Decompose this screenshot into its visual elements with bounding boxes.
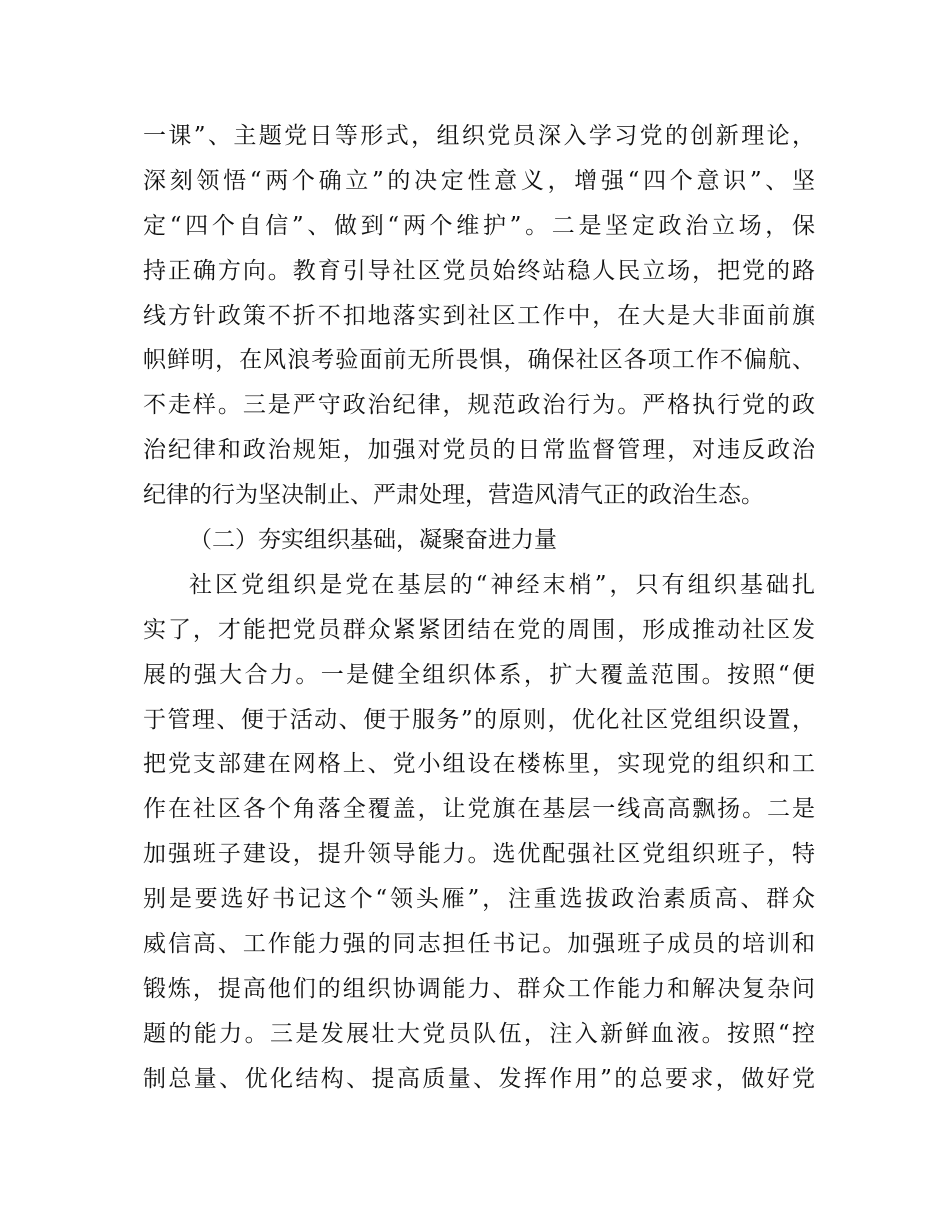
text-line: 线方针政策不折不扣地落实到社区工作中，在大是大非面前旗 (143, 302, 815, 329)
text-line: 展的强大合力。一是健全组织体系，扩大覆盖范围。按照“便 (143, 661, 815, 688)
text-line: 社区党组织是党在基层的“神经末梢”，只有组织基础扎 (189, 571, 815, 598)
text-line: 制总量、优化结构、提高质量、发挥作用”的总要求，做好党 (143, 1065, 815, 1092)
text-line: 题的能力。三是发展壮大党员队伍，注入新鲜血液。按照“控 (143, 1020, 815, 1047)
paragraph-organization-foundation (143, 563, 815, 1102)
text-line: 不走样。三是严守政治纪律，规范政治行为。严格执行党的政 (143, 392, 815, 419)
text-line: 威信高、工作能力强的同志担任书记。加强班子成员的培训和 (143, 931, 815, 958)
text-line: 一课”、主题党日等形式，组织党员深入学习党的创新理论， (143, 123, 815, 149)
paragraph-political-building (143, 114, 815, 518)
text-line: 深刻领悟“两个确立”的决定性意义，增强“四个意识”、坚 (143, 167, 815, 194)
section-heading: （二）夯实组织基础，凝聚奋进力量 (189, 527, 557, 554)
text-line: 纪律的行为坚决制止、严肃处理，营造风清气正的政治生态。 (143, 482, 764, 509)
text-line: 实了，才能把党员群众紧紧团结在党的周围，形成推动社区发 (143, 616, 815, 643)
text-line: 定“四个自信”、做到“两个维护”。二是坚定政治立场，保 (143, 212, 815, 239)
text-line: 于管理、便于活动、便于服务”的原则，优化社区党组织设置， (143, 706, 815, 733)
text-line: 治纪律和政治规矩，加强对党员的日常监督管理，对违反政治 (143, 437, 815, 464)
text-line: 把党支部建在网格上、党小组设在楼栋里，实现党的组织和工 (143, 751, 815, 778)
text-line: 加强班子建设，提升领导能力。选优配强社区党组织班子，特 (143, 841, 815, 868)
text-line: 帜鲜明，在风浪考验面前无所畏惧，确保社区各项工作不偏航、 (143, 347, 815, 374)
text-line: 作在社区各个角落全覆盖，让党旗在基层一线高高飘扬。二是 (143, 796, 815, 823)
text-line: 别是要选好书记这个“领头雁”，注重选拔政治素质高、群众 (143, 886, 815, 913)
document-body (143, 114, 815, 1102)
text-line: 持正确方向。教育引导社区党员始终站稳人民立场，把党的路 (143, 257, 815, 284)
text-line: 锻炼，提高他们的组织协调能力、群众工作能力和解决复杂问 (143, 975, 815, 1002)
